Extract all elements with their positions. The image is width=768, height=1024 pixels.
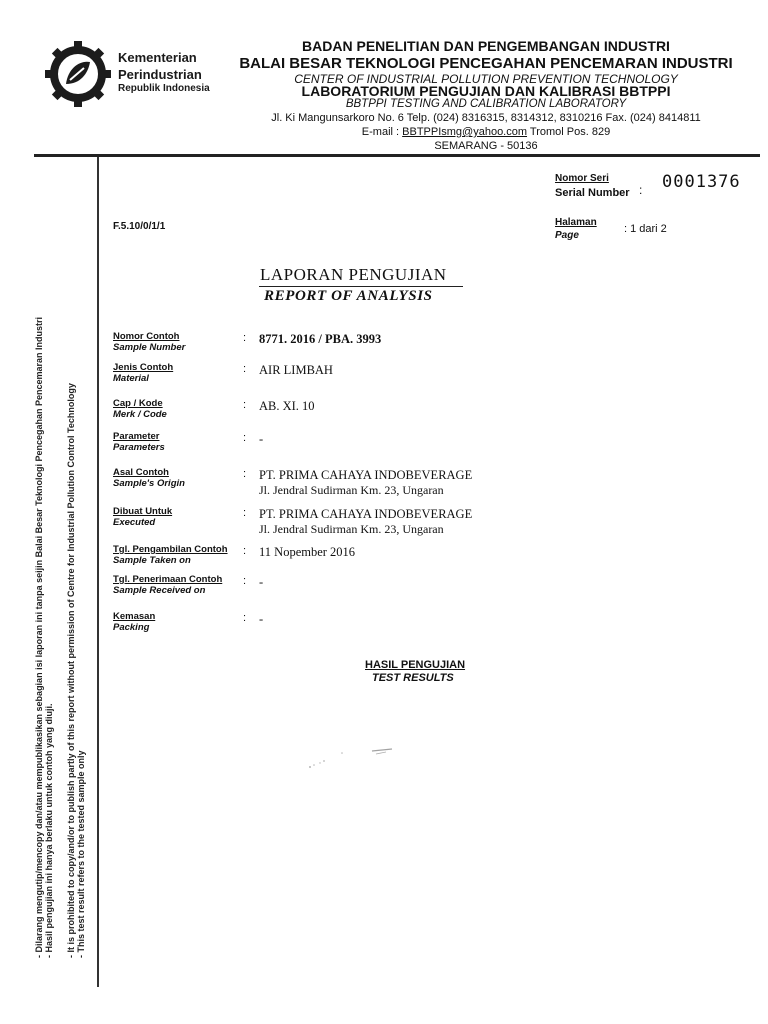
- email-link[interactable]: BBTPPIsmg@yahoo.com: [402, 126, 528, 138]
- institute-name-en: CENTER OF INDUSTRIAL POLLUTION PREVENTION TECHNOLOGY: [294, 72, 678, 86]
- field-value-address: Jl. Jendral Sudirman Km. 23, Ungaran: [259, 522, 444, 536]
- field-label: Jenis Contoh: [113, 362, 174, 373]
- field-colon: :: [243, 612, 247, 624]
- field-label: Kemasan: [113, 611, 156, 622]
- po-box: Tromol Pos. 829: [529, 126, 611, 138]
- field-value-address: Jl. Jendral Sudirman Km. 23, Ungaran: [259, 483, 444, 497]
- field-executed: [113, 506, 733, 540]
- field-colon: :: [243, 575, 247, 587]
- field-label: Nomor Contoh: [113, 331, 180, 342]
- kemenperin-logo-icon: [44, 40, 112, 108]
- side-note-2: - Hasil pengujian ini hanya berlaku untuk contoh yang diuji.: [44, 703, 54, 958]
- institute-name: BALAI BESAR TEKNOLOGI PENCEGAHAN PENCEMARAN INDUSTRI: [239, 55, 733, 72]
- serial-label: Nomor Seri: [555, 173, 609, 184]
- field-colon: :: [243, 507, 247, 519]
- agency-name: BADAN PENELITIAN DAN PENGEMBANGAN INDUSTRI: [302, 38, 670, 54]
- field-value: -: [259, 612, 264, 626]
- email-prefix: E-mail :: [361, 126, 400, 138]
- field-label-en: Material: [113, 373, 149, 384]
- field-origin: [113, 467, 733, 501]
- page-label-en: Page: [555, 230, 579, 241]
- field-value: AIR LIMBAH: [259, 363, 333, 377]
- lab-name-en: BBTPPI TESTING AND CALIBRATION LABORATORY: [345, 98, 627, 110]
- ministry-line-1: Kementerian: [118, 50, 197, 65]
- ministry-name: [118, 49, 210, 95]
- field-packing: [113, 611, 733, 645]
- side-note-3: - It is prohibited to copy/and/or to publish partly of this report without permission of Centre for Industrial Pollution Control Technology: [66, 383, 76, 958]
- lab-name: LABORATORIUM PENGUJIAN DAN KALIBRASI BBTPPI: [301, 83, 671, 99]
- document-code: F.5.10/0/1/1: [113, 221, 166, 232]
- report-title: LAPORAN PENGUJIAN: [260, 265, 447, 284]
- field-value: 11 Nopember 2016: [259, 545, 356, 559]
- field-material: [113, 362, 733, 396]
- margin-rule: [97, 157, 99, 987]
- field-colon: :: [243, 332, 247, 344]
- ministry-line-3: Republik Indonesia: [118, 83, 210, 94]
- field-colon: :: [243, 545, 247, 557]
- city-line: SEMARANG - 50136: [434, 140, 538, 152]
- field-label-en: Packing: [113, 622, 150, 633]
- field-label-en: Executed: [113, 517, 156, 528]
- field-parameters: [113, 431, 733, 465]
- address-line: Jl. Ki Mangunsarkoro No. 6 Telp. (024) 8316315, 8314312, 8310216 Fax. (024) 8414811: [271, 112, 701, 124]
- field-label: Tgl. Pengambilan Contoh: [113, 544, 228, 555]
- field-sample-taken: [113, 544, 733, 578]
- field-value: PT. PRIMA CAHAYA INDOBEVERAGE: [259, 468, 473, 482]
- serial-label-en: Serial Number: [555, 187, 630, 199]
- field-label-en: Parameters: [113, 442, 165, 453]
- header-rule: [34, 154, 760, 157]
- serial-number: 0001376: [662, 172, 741, 192]
- ministry-line-2: Perindustrian: [118, 67, 202, 82]
- field-sample-received: [113, 574, 733, 608]
- results-heading-en: TEST RESULTS: [372, 672, 454, 684]
- serial-colon: :: [639, 183, 643, 197]
- field-label: Parameter: [113, 431, 160, 442]
- page-value: : 1 dari 2: [624, 223, 667, 235]
- field-label-en: Sample Number: [113, 342, 186, 353]
- field-colon: :: [243, 399, 247, 411]
- email-line: [216, 126, 756, 138]
- field-value: -: [259, 432, 264, 446]
- field-label-en: Sample's Origin: [113, 478, 185, 489]
- report-subtitle: REPORT OF ANALYSIS: [264, 288, 433, 304]
- field-label: Cap / Kode: [113, 398, 163, 409]
- field-colon: :: [243, 363, 247, 375]
- field-value: AB. XI. 10: [259, 399, 315, 413]
- title-underline: [259, 286, 463, 287]
- results-heading: HASIL PENGUJIAN: [365, 659, 466, 671]
- side-note-1: - Dilarang mengutip/mencopy dan/atau mempublikasikan sebagian isi laporan ini tanpa seijin Balai Besar Teknologi Pencegahan Pencemaran Industri: [34, 316, 44, 958]
- field-label-en: Sample Received on: [113, 585, 206, 596]
- field-sample-number: [113, 331, 733, 365]
- field-label: Tgl. Penerimaan Contoh: [113, 574, 223, 585]
- field-label-en: Sample Taken on: [113, 555, 191, 566]
- page-label: Halaman: [555, 217, 597, 228]
- field-colon: :: [243, 432, 247, 444]
- field-label-en: Merk / Code: [113, 409, 167, 420]
- field-label: Dibuat Untuk: [113, 506, 173, 517]
- field-value: -: [259, 575, 264, 589]
- field-value: PT. PRIMA CAHAYA INDOBEVERAGE: [259, 507, 473, 521]
- side-note-4: - This test result refers to the tested sample only: [76, 750, 86, 958]
- field-merk-code: [113, 398, 733, 432]
- scan-smudge: [300, 745, 400, 775]
- field-value: 8771. 2016 / PBA. 3993: [259, 332, 382, 346]
- field-colon: :: [243, 468, 247, 480]
- field-label: Asal Contoh: [113, 467, 169, 478]
